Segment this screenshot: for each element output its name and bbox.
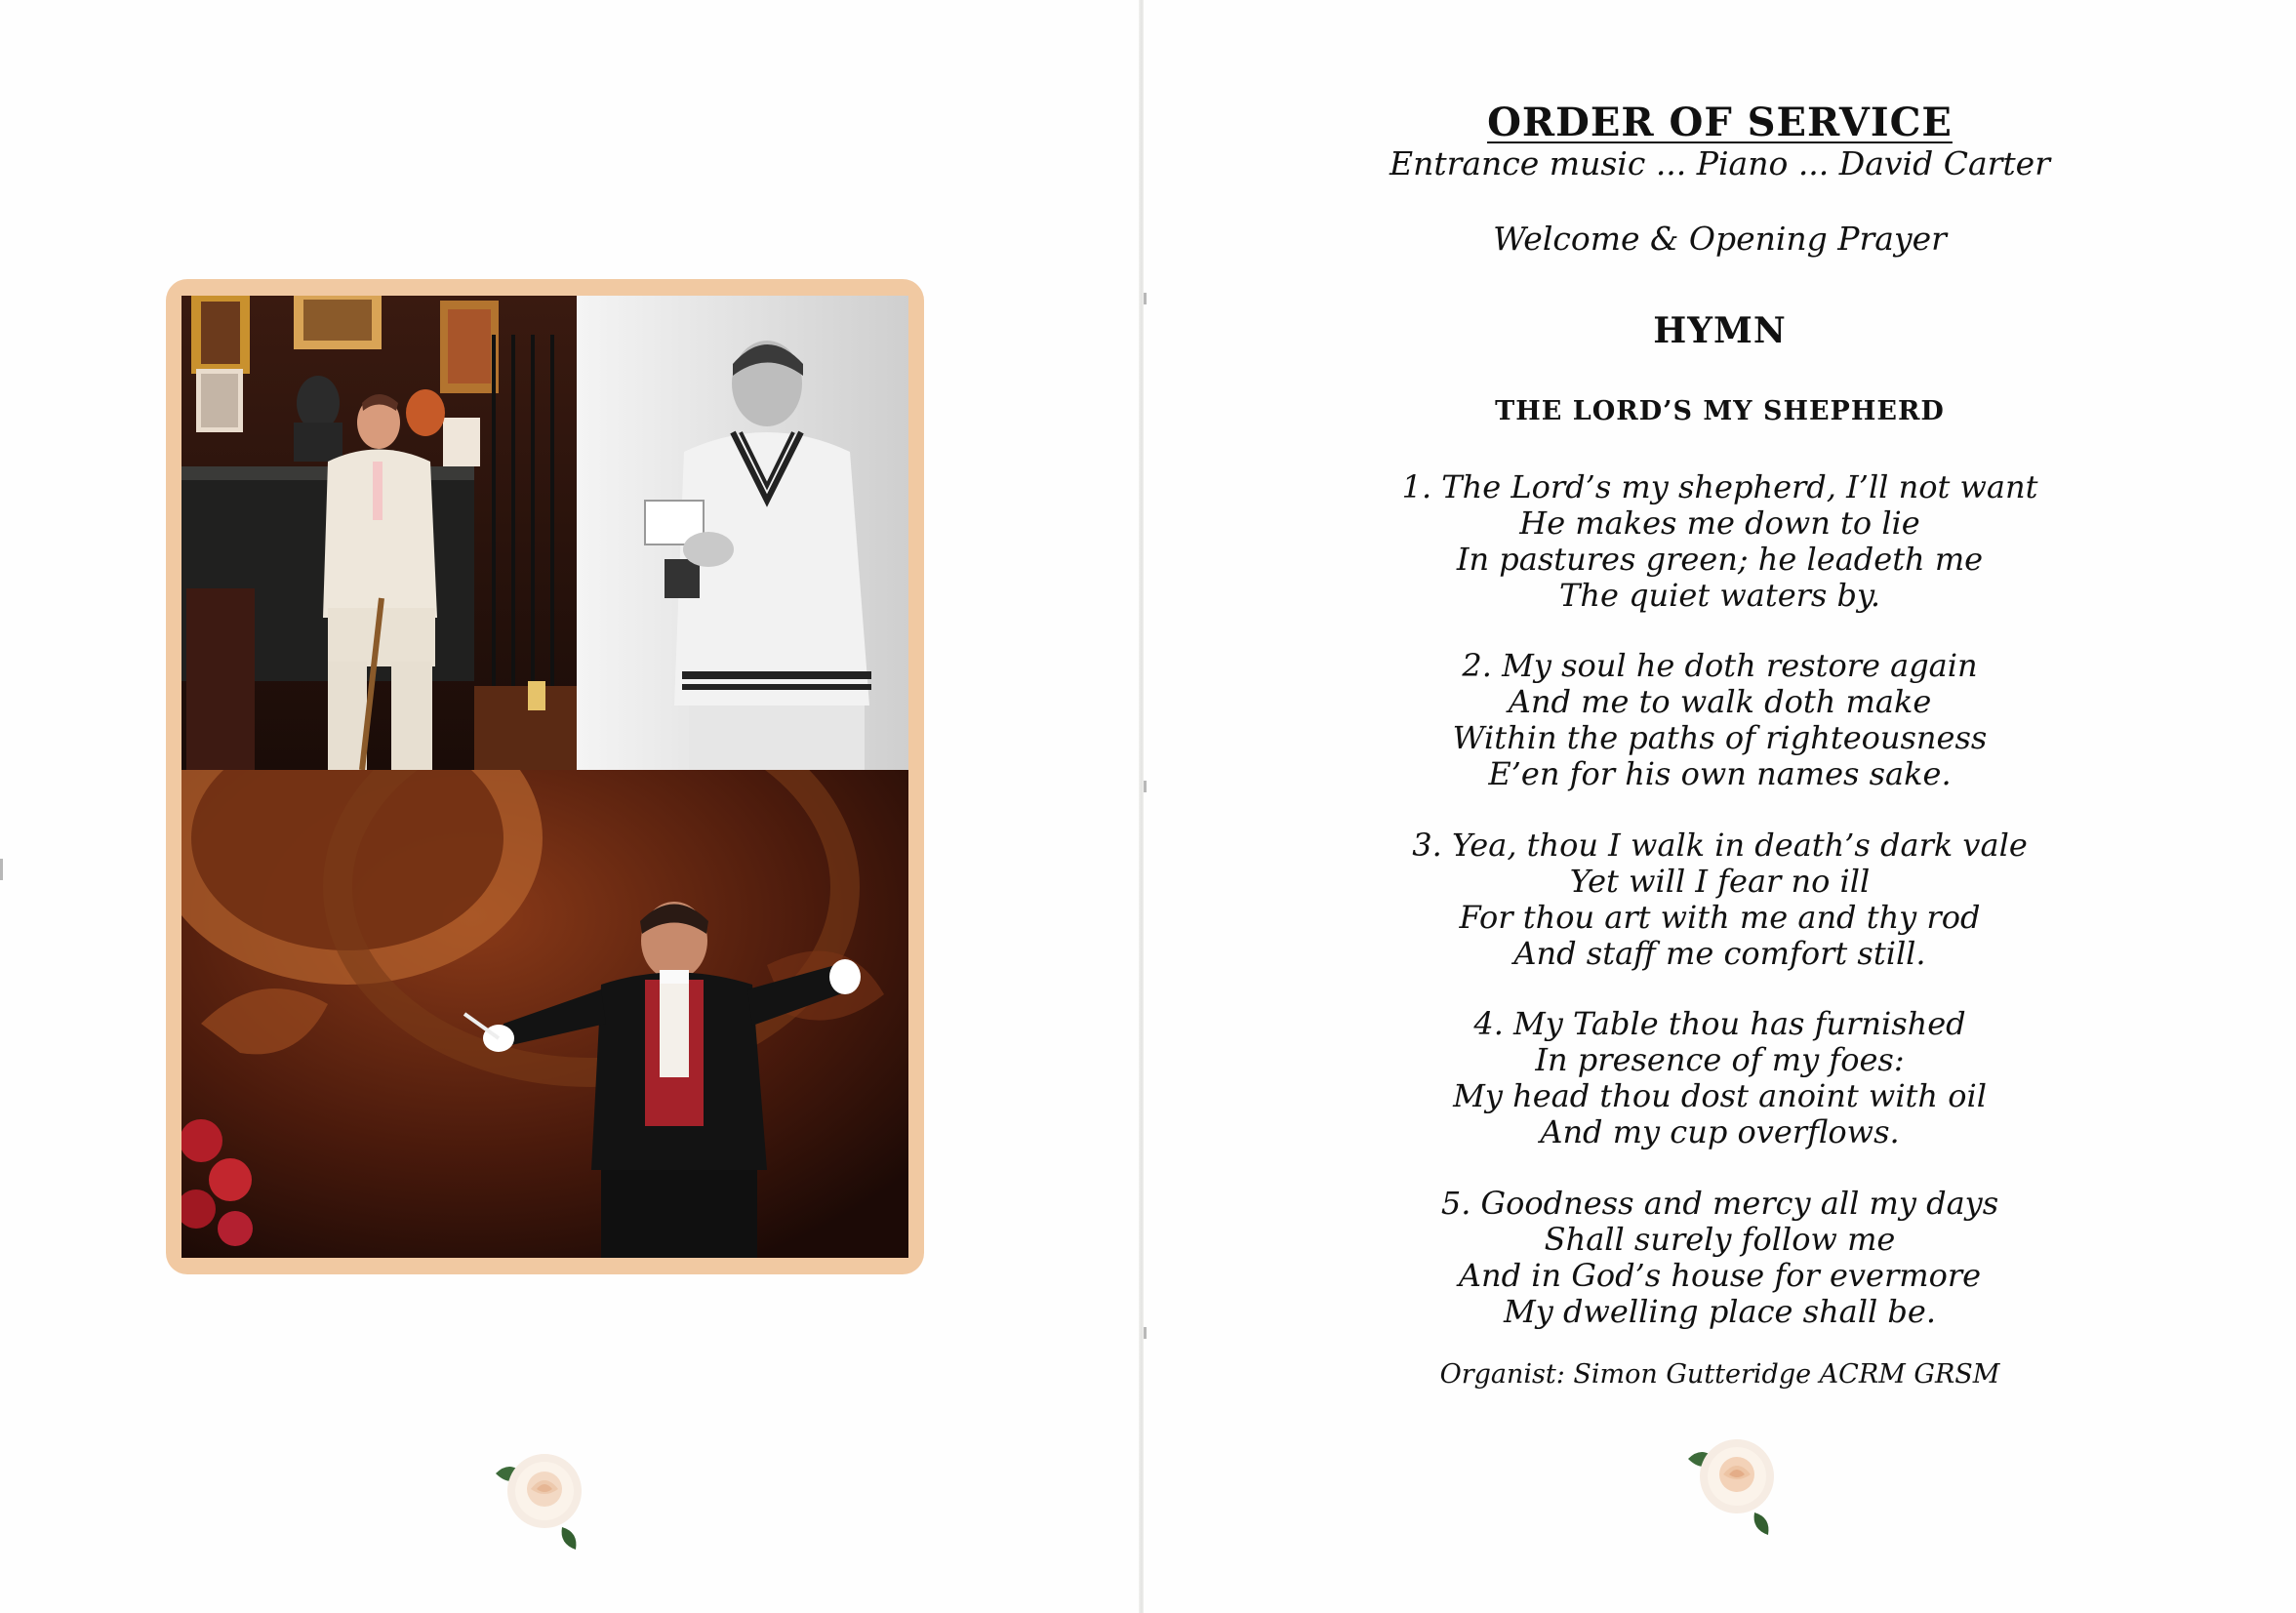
scan-edge-mark bbox=[1144, 293, 1147, 304]
order-of-service-title: ORDER OF SERVICE bbox=[1487, 100, 1953, 145]
right-page bbox=[1144, 0, 2296, 1613]
verse-2-line-3: Within the paths of righteousness bbox=[1452, 719, 1988, 756]
verse-1-line-2: He makes me down to lie bbox=[1519, 504, 1920, 542]
photo-collage bbox=[181, 296, 908, 1258]
organist-credit: Organist: Simon Gutteridge ACRM GRSM bbox=[1439, 1359, 2000, 1390]
verse-4-line-1: 4. My Table thou has furnished bbox=[1473, 1005, 1966, 1042]
verse-2-line-1: 2. My soul he doth restore again bbox=[1462, 647, 1978, 684]
welcome-prayer-line: Welcome & Opening Prayer bbox=[1493, 220, 1947, 258]
verse-4-line-4: And my cup overflows. bbox=[1540, 1113, 1900, 1150]
photo-conductor-man bbox=[181, 770, 908, 1258]
verse-5-line-4: My dwelling place shall be. bbox=[1504, 1293, 1936, 1330]
scan-edge-mark bbox=[0, 859, 3, 880]
photo-collage-frame bbox=[166, 279, 924, 1274]
verse-3-line-4: And staff me comfort still. bbox=[1513, 935, 1926, 972]
verse-5-line-2: Shall surely follow me bbox=[1544, 1221, 1896, 1258]
left-page bbox=[0, 0, 1142, 1613]
verse-3-line-1: 3. Yea, thou I walk in death’s dark vale bbox=[1412, 827, 2028, 864]
verse-1-line-3: In pastures green; he leadeth me bbox=[1456, 541, 1984, 578]
photo-seated-man bbox=[181, 296, 577, 770]
photo-cricket-sweater-man bbox=[577, 296, 908, 770]
verse-4-line-3: My head thou dost anoint with oil bbox=[1453, 1077, 1987, 1114]
verse-4-line-2: In presence of my foes: bbox=[1535, 1041, 1905, 1078]
white-rose-icon bbox=[486, 1434, 603, 1552]
entrance-music-line: Entrance music ... Piano ... David Carter bbox=[1390, 144, 2050, 182]
verse-1-line-4: The quiet waters by. bbox=[1559, 577, 1880, 614]
verse-5-line-1: 5. Goodness and mercy all my days bbox=[1440, 1185, 1999, 1222]
verse-5-line-3: And in God’s house for evermore bbox=[1458, 1257, 1982, 1294]
verse-2-line-2: And me to walk doth make bbox=[1508, 683, 1932, 720]
verse-3-line-3: For thou art with me and thy rod bbox=[1459, 899, 1981, 936]
verse-1-line-1: 1. The Lord’s my shepherd, I’ll not want bbox=[1401, 468, 2038, 505]
verse-2-line-4: E’en for his own names sake. bbox=[1488, 755, 1952, 792]
verse-3-line-2: Yet will I fear no ill bbox=[1569, 863, 1871, 900]
white-rose-icon bbox=[1678, 1420, 1795, 1537]
hymn-heading: HYMN bbox=[1653, 310, 1787, 351]
hymn-title: THE LORD’S MY SHEPHERD bbox=[1495, 396, 1945, 426]
